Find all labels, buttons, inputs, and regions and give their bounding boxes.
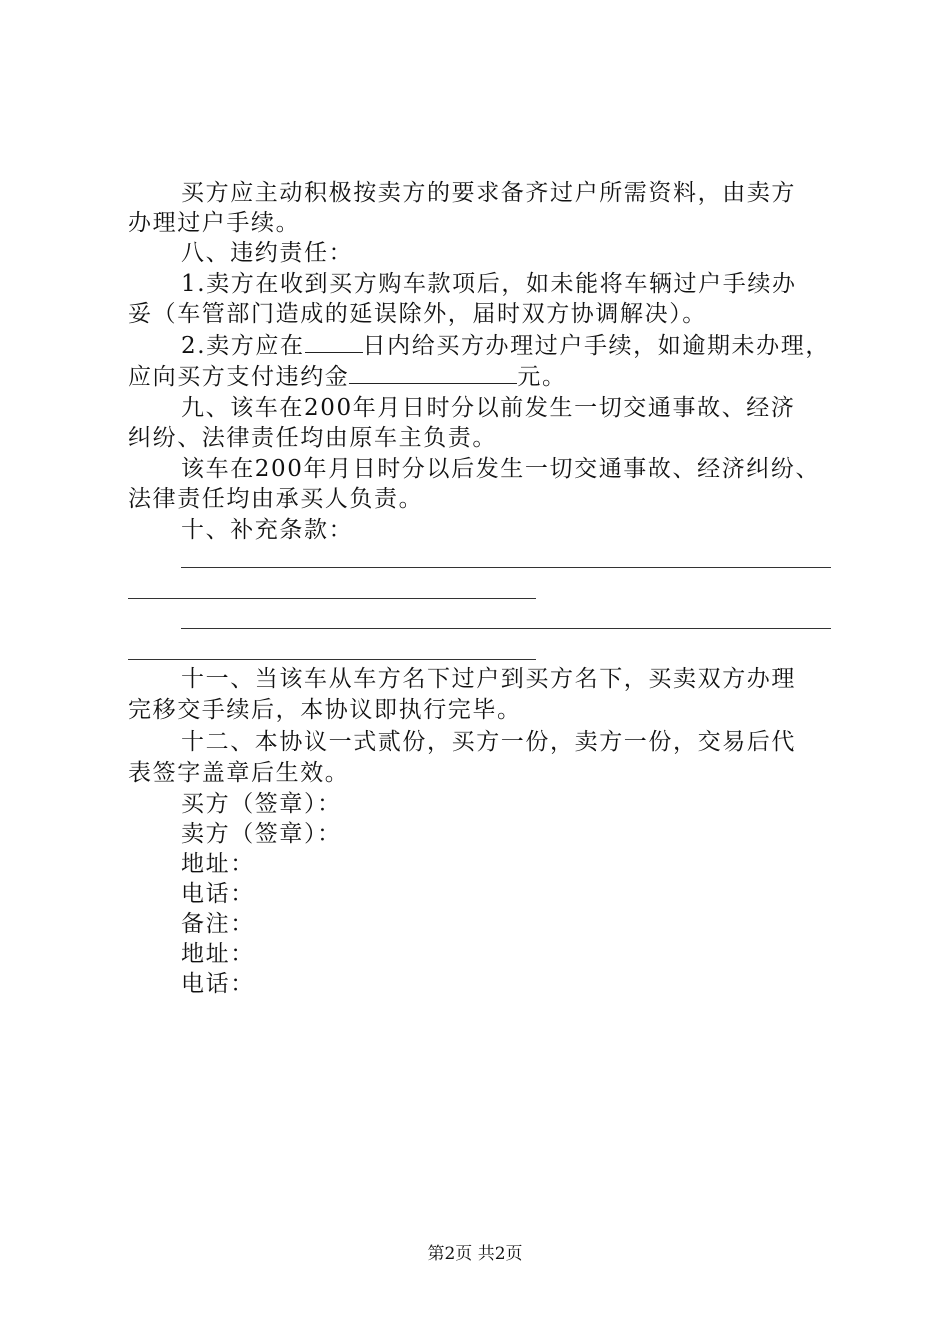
clause-2-line [128,361,838,391]
buyer-signature-label: 买方（签章）： [181,791,342,817]
paragraph-line: 妥（车管部门造成的延误除外，届时双方协调解决）。 [128,301,707,327]
paragraph-line: 买方应主动积极按卖方的要求备齐过户所需资料，由卖方 [181,180,796,206]
paragraph-line: 法律责任均由承买人负责。 [128,486,424,512]
clause-2-text: 2.卖方应在 [181,333,305,359]
page-number-footer: 第2页 共2页 [427,1244,523,1264]
paragraph-line: 表签字盖章后生效。 [128,760,350,786]
address-label: 地址： [181,851,255,877]
paragraph-line: 纠纷、法律责任均由原车主负责。 [128,425,497,451]
paragraph-line: 该车在200年月日时分以后发生一切交通事故、经济纠纷、 [181,456,821,482]
clause-2-text: 日内给买方办理过户手续，如逾期未办理， [362,333,830,359]
supplementary-blank-line [128,659,536,660]
section-heading: 九、该车在200年月日时分以前发生一切交通事故、经济 [181,395,796,421]
supplementary-blank-line [181,567,831,568]
phone-label: 电话： [181,971,255,997]
clause-2-text: 应向买方支付违约金 [128,364,350,390]
supplementary-blank-line [181,628,831,629]
section-heading: 十、补充条款： [181,517,354,543]
address-label: 地址： [181,941,255,967]
phone-label: 电话： [181,881,255,907]
section-heading: 十一、当该车从车方名下过户到买方名下，买卖双方办理 [181,666,796,692]
remarks-label: 备注： [181,911,255,937]
penalty-amount-blank [349,361,517,384]
section-heading: 八、违约责任： [181,240,354,266]
seller-signature-label: 卖方（签章）： [181,821,342,847]
paragraph-line: 办理过户手续。 [128,210,301,236]
clause-2-text: 元。 [517,364,567,390]
section-heading: 十二、本协议一式贰份，买方一份，卖方一份，交易后代 [181,729,796,755]
supplementary-blank-line [128,598,536,599]
paragraph-line: 1.卖方在收到买方购车款项后，如未能将车辆过户手续办 [181,271,797,297]
days-blank [305,330,363,353]
paragraph-line: 完移交手续后，本协议即执行完毕。 [128,697,522,723]
clause-2-line [181,330,838,360]
